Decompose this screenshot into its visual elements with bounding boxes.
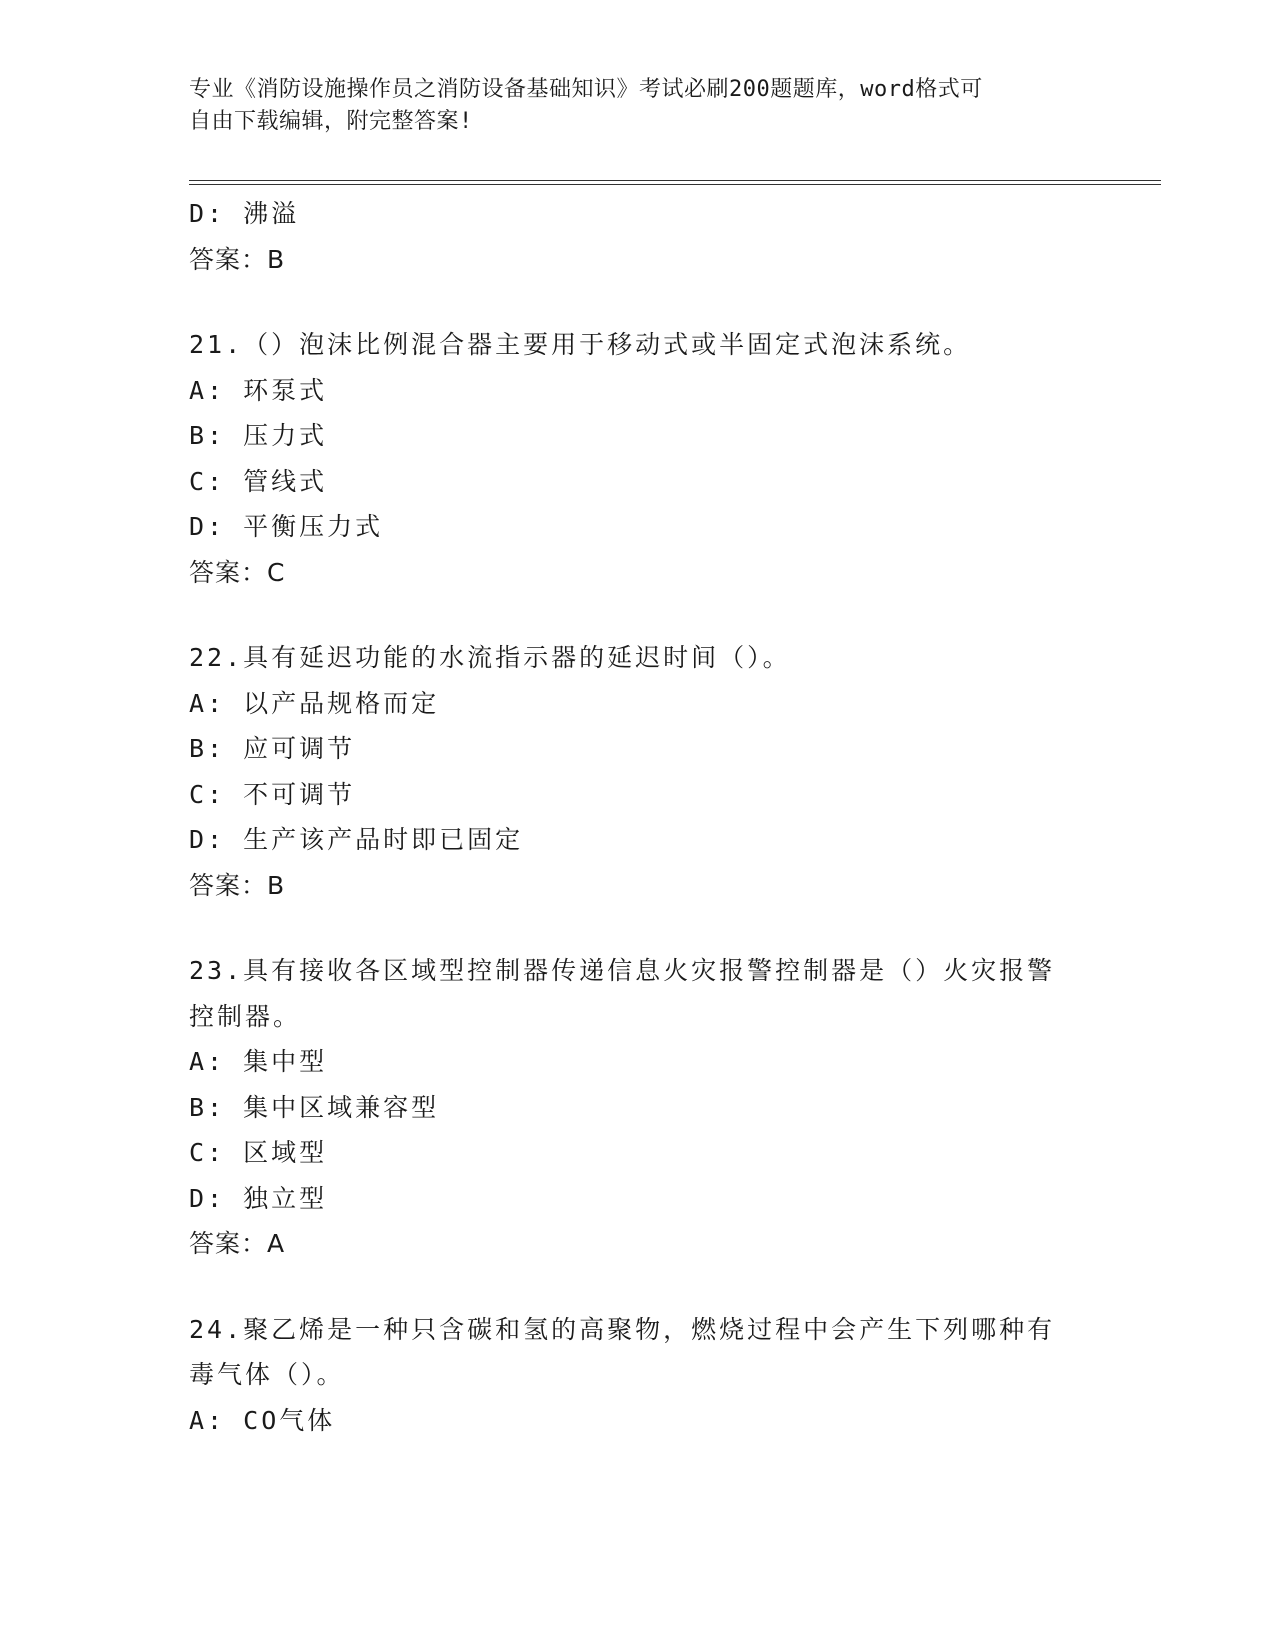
- header-divider-top: [189, 180, 1161, 181]
- header-divider-bottom: [189, 184, 1161, 185]
- option-c: C: 不可调节: [189, 779, 356, 809]
- header-line-1: 专业《消防设施操作员之消防设备基础知识》考试必刷200题题库，word格式可: [189, 77, 983, 102]
- question-text: 22.具有延迟功能的水流指示器的延迟时间（）。: [189, 643, 791, 672]
- question-text: 24.聚乙烯是一种只含碳和氢的高聚物，燃烧过程中会产生下列哪种有: [189, 1314, 1056, 1344]
- question-text: 21.（）泡沫比例混合器主要用于移动式或半固定式泡沫系统。: [189, 330, 972, 359]
- answer-line: 答案：B: [189, 244, 286, 274]
- question-text-continued: 控制器。: [189, 1001, 302, 1031]
- question-content: [189, 191, 1089, 1443]
- question-text: 23.具有接收各区域型控制器传递信息火灾报警控制器是（）火灾报警: [189, 956, 1056, 985]
- option-b: B: 应可调节: [189, 734, 356, 763]
- answer-line: 答案：B: [189, 870, 286, 900]
- answer-line: 答案：C: [189, 557, 286, 587]
- header-line-2: 自由下载编辑，附完整答案!: [189, 109, 473, 134]
- option-b: B: 集中区域兼容型: [189, 1092, 440, 1122]
- option-d: D: 平衡压力式: [189, 512, 384, 541]
- option-c: C: 区域型: [189, 1138, 328, 1167]
- option-c: C: 管线式: [189, 466, 328, 496]
- option-d: D: 沸溢: [189, 199, 300, 228]
- question-23: [189, 948, 1089, 1267]
- question-24: [189, 1307, 1089, 1444]
- option-a: A: CO气体: [189, 1405, 336, 1435]
- option-a: A: 环泵式: [189, 375, 328, 405]
- option-a: A: 集中型: [189, 1047, 328, 1076]
- question-text-continued: 毒气体（）。: [189, 1360, 345, 1389]
- option-d: D: 独立型: [189, 1183, 328, 1213]
- question-22: [189, 635, 1089, 908]
- option-b: B: 压力式: [189, 421, 328, 450]
- document-header: [189, 74, 1089, 138]
- option-d: D: 生产该产品时即已固定: [189, 825, 524, 854]
- question-21: [189, 322, 1089, 595]
- answer-line: 答案：A: [189, 1229, 286, 1258]
- option-a: A: 以产品规格而定: [189, 688, 440, 718]
